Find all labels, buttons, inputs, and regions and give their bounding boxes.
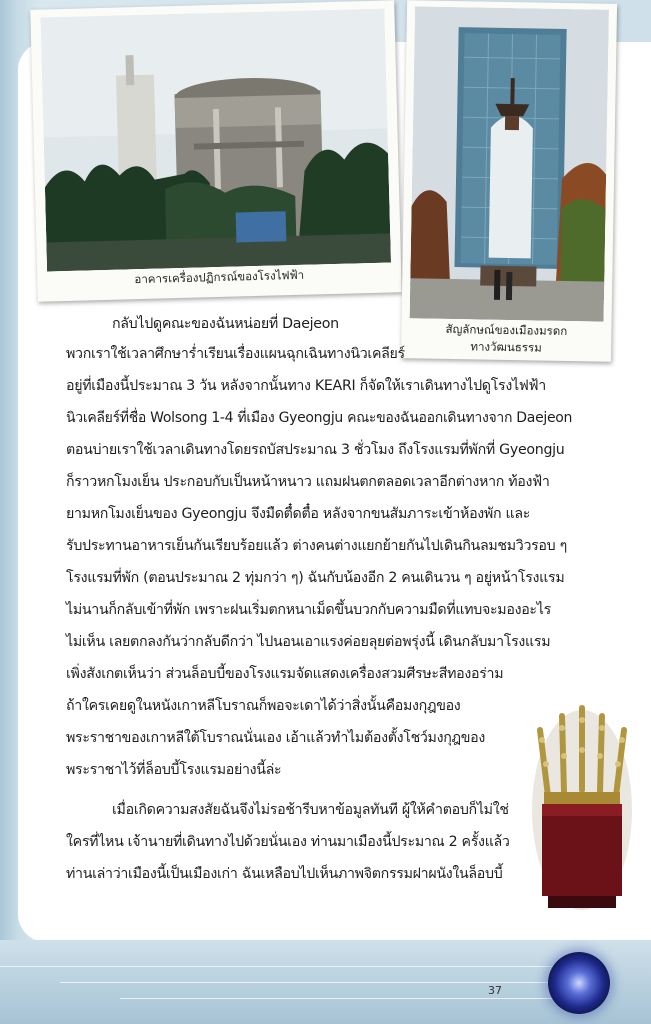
heritage-caption-line-2: ทางวัฒนธรรม bbox=[470, 339, 542, 355]
footer-line bbox=[60, 982, 560, 983]
body-text-line: ก็ราวหกโมงเย็น ประกอบกับเป็นหน้าหนาว แถมฝนตกตลอดเวลาอีกต่างหาก ท้องฟ้า bbox=[66, 474, 550, 490]
reactor-building-image bbox=[40, 9, 391, 272]
body-text-line: รับประทานอาหารเย็นกันเรียบร้อยแล้ว ต่างคนต่างแยกย้ายกันไปเดินกินลมชมวิวรอบ ๆ bbox=[66, 538, 567, 554]
body-text-line: นิวเคลียร์ที่ชื่อ Wolsong 1-4 ที่เมือง Gyeongju คณะของฉันออกเดินทางจาก Daejeon bbox=[66, 410, 573, 426]
page-number: 37 bbox=[488, 984, 502, 997]
body-text-line: ไม่นานก็กลับเข้าที่พัก เพราะฝนเริ่มตกหนาเม็ดขึ้นบวกกับความมืดที่แทบจะมองอะไร bbox=[66, 602, 551, 618]
footer-line bbox=[0, 966, 560, 967]
body-text-line: ถ้าใครเคยดูในหนังเกาหลีโบราณก็พอจะเดาได้ว่าสิ่งนั้นคือมงกุฎของ bbox=[66, 698, 461, 714]
heritage-photo-caption bbox=[401, 320, 612, 358]
heritage-symbol-image bbox=[410, 6, 609, 321]
body-text-line: โรงแรมที่พัก (ตอนประมาณ 2 ทุ่มกว่า ๆ) ฉันกับน้องอีก 2 คนเดินวน ๆ อยู่หน้าโรงแรม bbox=[66, 570, 565, 586]
body-text-line: เพิ่งสังเกตเห็นว่า ส่วนล็อบบี้ของโรงแรมจัดแสดงเครื่องสวมศีรษะสีทองอร่าม bbox=[66, 666, 504, 682]
body-text-line: พวกเราใช้เวลาศึกษาร่ำเรียนเรื่องแผนฉุกเฉินทางนิวเคลียร์ bbox=[66, 346, 405, 362]
body-text-line: กลับไปดูคณะของฉันหน่อยที่ Daejeon bbox=[112, 316, 339, 332]
body-text-line: ยามหกโมงเย็นของ Gyeongju จึงมืดตื๋ดตื๋อ หลังจากขนสัมภาระเข้าห้องพัก และ bbox=[66, 506, 531, 522]
logo-orb-icon bbox=[548, 952, 610, 1014]
heritage-symbol-photo bbox=[401, 0, 617, 362]
footer-line bbox=[120, 998, 560, 999]
reactor-photo-caption: อาคารเครื่องปฏิกรณ์ของโรงไฟฟ้า bbox=[134, 267, 305, 287]
body-text-line: พระราชาของเกาหลีใต้โบราณนั่นเอง เอ้าแล้วทำไมต้องตั้งโชว์มงกุฎของ bbox=[66, 730, 486, 746]
body-text-line: ตอนบ่ายเราใช้เวลาเดินทางโดยรถบัสประมาณ 3 ชั่วโมง ถึงโรงแรมที่พักที่ Gyeongju bbox=[66, 442, 565, 458]
heritage-caption-line-1: สัญลักษณ์ของเมืองมรดก bbox=[445, 321, 568, 339]
body-text-line: เมื่อเกิดความสงสัยฉันจึงไม่รอช้ารีบหาข้อมูลทันที ผู้ให้คำตอบก็ไม่ใช่ bbox=[112, 802, 509, 818]
body-text-line: ไม่เห็น เลยตกลงกันว่ากลับดีกว่า ไปนอนเอาแรงค่อยลุยต่อพรุ่งนี้ เดินกลับมาโรงแรม bbox=[66, 634, 551, 650]
reactor-building-photo bbox=[30, 0, 402, 301]
body-text-line: ท่านเล่าว่าเมืองนี้เป็นเมืองเก่า ฉันเหลือบไปเห็นภาพจิตกรรมฝาผนังในล็อบบี้ bbox=[66, 866, 503, 882]
body-text-line: ใครที่ไหน เจ้านายที่เดินทางไปด้วยนั่นเอง ท่านมาเมืองนี้ประมาณ 2 ครั้งแล้ว bbox=[66, 834, 510, 850]
body-text-line: พระราชาไว้ที่ล็อบบี้โรงแรมอย่างนี้ล่ะ bbox=[66, 762, 282, 778]
golden-crown-photo bbox=[528, 700, 636, 918]
body-text-line: อยู่ที่เมืองนี้ประมาณ 3 วัน หลังจากนั้นทาง KEARI ก็จัดให้เราเดินทางไปดูโรงไฟฟ้า bbox=[66, 378, 546, 394]
